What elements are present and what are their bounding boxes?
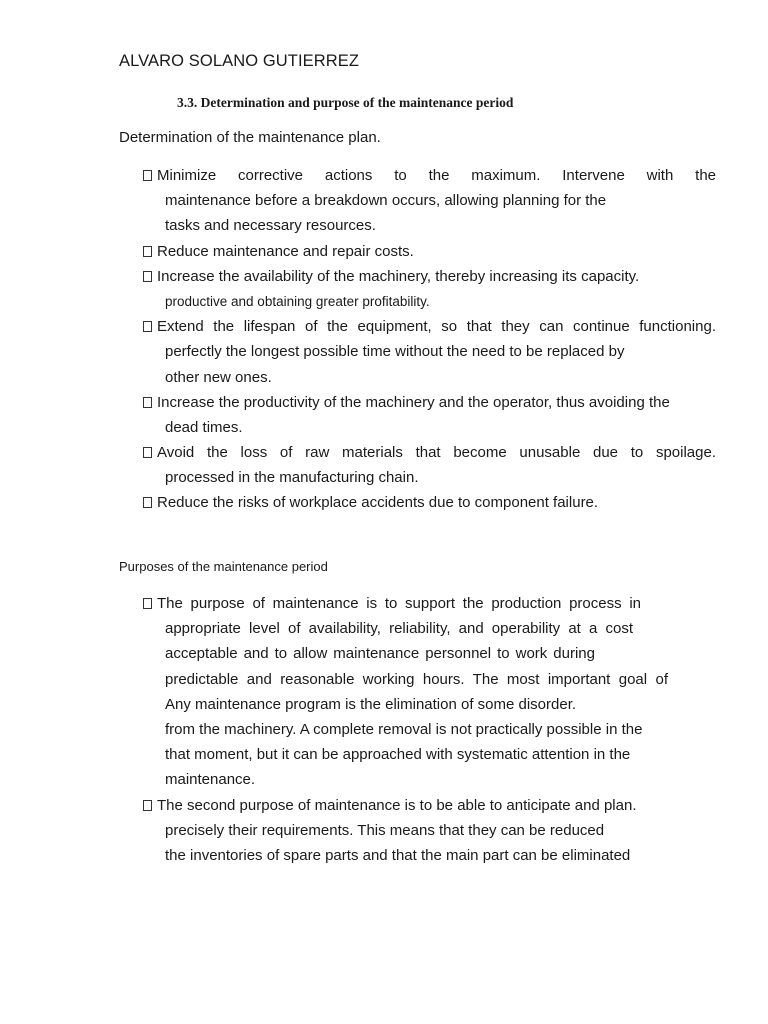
list-item-line: the inventories of spare parts and that the main part can be eliminated xyxy=(165,846,631,864)
purposes-bullet-list xyxy=(143,591,691,868)
list-item-line xyxy=(143,440,716,465)
bullet-box-icon xyxy=(143,271,152,282)
list-item-text: Reduce the risks of workplace accidents due to component failure. xyxy=(157,494,599,512)
bullet-box-icon xyxy=(143,447,152,458)
list-item xyxy=(143,314,716,390)
list-item-line: precisely their requirements. This means that they can be reduced xyxy=(165,821,605,839)
list-item-text: Increase the availability of the machinery, thereby increasing its capacity. xyxy=(157,267,640,285)
list-item-line: appropriate level of availability, reliability, and operability at a cost xyxy=(165,620,633,638)
list-item-text: Minimize corrective actions to the maximum. Intervene with the xyxy=(157,167,716,184)
list-item xyxy=(143,264,716,314)
bullet-box-icon xyxy=(143,800,152,811)
subheading-maintenance-plan: Determination of the maintenance plan. xyxy=(119,129,381,146)
list-item xyxy=(143,591,691,793)
list-item xyxy=(143,440,716,490)
list-item-line: tasks and necessary resources. xyxy=(165,217,376,235)
bullet-box-icon xyxy=(143,246,152,257)
list-item-line: dead times. xyxy=(165,418,243,436)
list-item-line: acceptable and to allow maintenance personnel to work during xyxy=(165,645,595,663)
list-item xyxy=(143,793,691,869)
list-item xyxy=(143,490,716,515)
list-item-line xyxy=(143,793,691,818)
list-item-line: productive and obtaining greater profitability. xyxy=(165,293,430,309)
list-item xyxy=(143,239,716,264)
list-item-text: The second purpose of maintenance is to be able to anticipate and plan. xyxy=(157,796,637,814)
list-item-text: Reduce maintenance and repair costs. xyxy=(157,242,414,260)
bullet-box-icon xyxy=(143,397,152,408)
list-item-line xyxy=(143,239,716,264)
list-item-text: Avoid the loss of raw materials that become unusable due to spoilage. xyxy=(157,444,716,462)
plan-bullet-list xyxy=(143,163,716,516)
bullet-box-icon xyxy=(143,170,152,181)
list-item xyxy=(143,390,716,440)
list-item-line: other new ones. xyxy=(165,368,272,386)
list-item-line xyxy=(143,314,716,339)
list-item-line: perfectly the longest possible time without the need to be replaced by xyxy=(165,343,625,361)
list-item-text: The purpose of maintenance is to support the production process in xyxy=(157,595,641,612)
bullet-box-icon xyxy=(143,321,152,332)
list-item-line xyxy=(143,591,691,616)
list-item-line xyxy=(143,490,716,515)
list-item-line: processed in the manufacturing chain. xyxy=(165,469,419,487)
author-name: ALVARO SOLANO GUTIERREZ xyxy=(119,52,360,70)
section-heading: 3.3. Determination and purpose of the maintenance period xyxy=(177,95,514,110)
list-item-line: Any maintenance program is the elimination of some disorder. xyxy=(165,695,577,713)
list-item-line: maintenance. xyxy=(165,771,256,789)
bullet-box-icon xyxy=(143,598,152,609)
list-item-line: from the machinery. A complete removal is not practically possible in the xyxy=(165,720,643,738)
list-item-line xyxy=(143,390,716,415)
list-item-line xyxy=(143,264,716,289)
list-item-line: that moment, but it can be approached with systematic attention in the xyxy=(165,746,631,764)
subheading-purposes: Purposes of the maintenance period xyxy=(119,559,328,574)
bullet-box-icon xyxy=(143,497,152,508)
list-item-text: Extend the lifespan of the equipment, so that they can continue functioning. xyxy=(157,318,716,336)
list-item-line: maintenance before a breakdown occurs, allowing planning for the xyxy=(165,192,607,210)
list-item-line: predictable and reasonable working hours. The most important goal of xyxy=(165,670,668,688)
list-item xyxy=(143,163,716,239)
list-item-text: Increase the productivity of the machinery and the operator, thus avoiding the xyxy=(157,393,670,411)
list-item-line xyxy=(143,163,716,188)
